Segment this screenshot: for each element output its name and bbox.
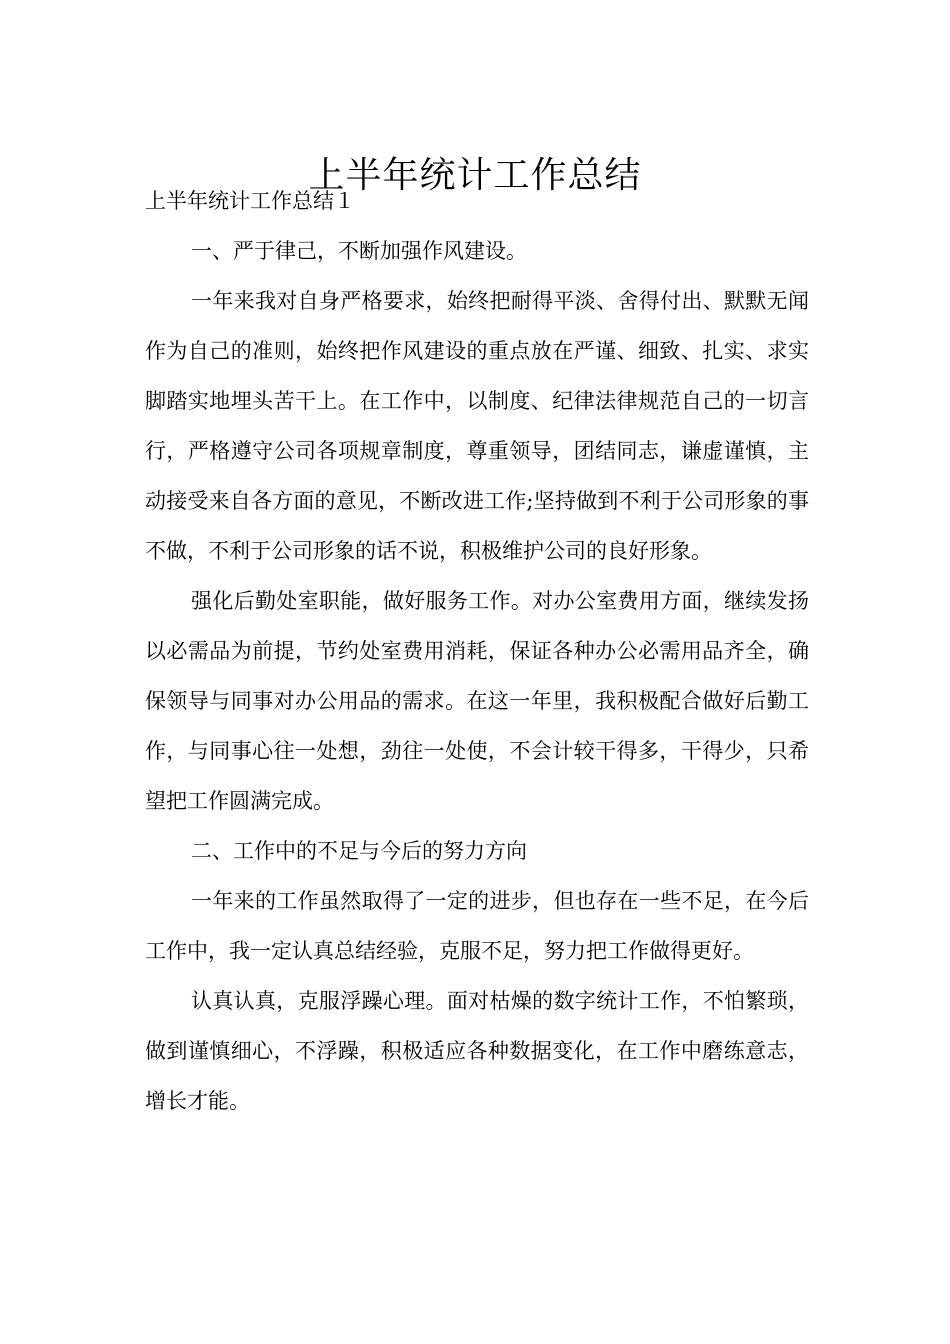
- document-body: [145, 176, 809, 1126]
- paragraph-4: 认真认真，克服浮躁心理。面对枯燥的数字统计工作，不怕繁琐，做到谨慎细心，不浮躁，积极适应各种数据变化，在工作中磨练意志，增长才能。: [145, 989, 809, 1113]
- document-title: 上半年统计工作总结: [308, 155, 642, 197]
- section-heading-1: 一、严于律己，不断加强作风建设。: [191, 239, 527, 263]
- paragraph-2: 强化后勤处室职能，做好服务工作。对办公室费用方面，继续发扬以必需品为前提，节约处室费用消耗，保证各种办公必需用品齐全，确保领导与同事对办公用品的需求。在这一年里，我积极配合做好后勤工作，与同事心往一处想，劲往一处使，不会计较干得多，干得少，只希望把工作圆满完成。: [145, 589, 809, 813]
- paragraph-1: 一年来我对自身严格要求，始终把耐得平淡、舍得付出、默默无闻作为自己的准则，始终把作风建设的重点放在严谨、细致、扎实、求实脚踏实地埋头苦干上。在工作中，以制度、纪律法律规范自己的一切言行，严格遵守公司各项规章制度，尊重领导，团结同志，谦虚谨慎，主动接受来自各方面的意见，不断改进工作;坚持做到不利于公司形象的事不做，不利于公司形象的话不说，积极维护公司的良好形象。: [145, 289, 809, 563]
- section-heading-2: 二、工作中的不足与今后的努力方向: [191, 839, 527, 863]
- paragraph-3: 一年来的工作虽然取得了一定的进步，但也存在一些不足，在今后工作中，我一定认真总结经验，克服不足，努力把工作做得更好。: [145, 889, 809, 963]
- section-subtitle: 上半年统计工作总结１: [145, 189, 355, 213]
